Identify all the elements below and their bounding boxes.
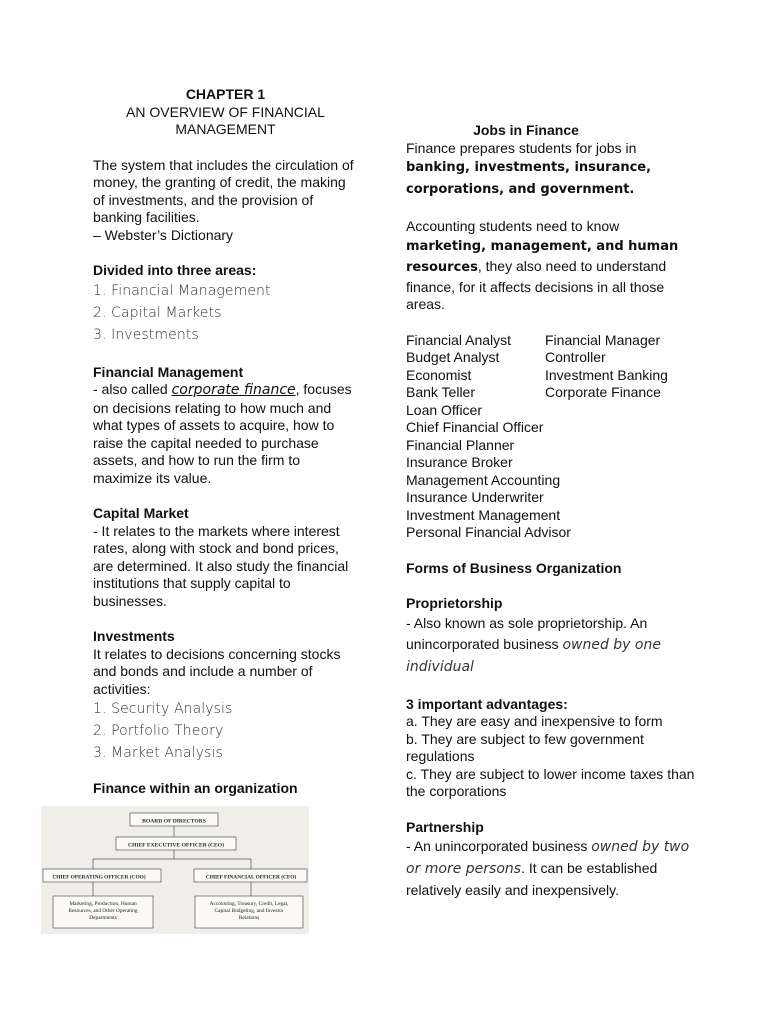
investment-item: 1. Security Analysis	[93, 701, 233, 717]
partnership-heading: Partnership	[406, 818, 484, 835]
job-title: Financial Planner	[406, 436, 515, 453]
advantage-item: a. They are easy and inexpensive to form	[406, 713, 663, 729]
corporate-finance-term: corporate finance	[171, 382, 296, 398]
job-title: Bank Teller	[406, 384, 476, 400]
cfo-label: CHIEF FINANCIAL OFFICER (CFO)	[205, 874, 297, 881]
job-title: Loan Officer	[406, 401, 483, 418]
accounting-rest: , they also need to understand finance, for it affects decisions in all those areas.	[406, 258, 667, 312]
job-title: Controller	[545, 349, 606, 365]
cfo-desc-2: Capital Budgeting, and Investor	[214, 908, 284, 914]
jobs-heading: Jobs in Finance	[473, 122, 579, 138]
job-title: Investment Management	[406, 506, 561, 523]
investment-item: 2. Portfolio Theory	[93, 723, 224, 739]
advantage-item: b. They are subject to few government regulations	[406, 730, 644, 764]
org-heading: Finance within an organization	[93, 780, 298, 796]
partnership-section	[406, 819, 696, 902]
job-title: Financial Analyst	[406, 331, 512, 348]
investments-heading: Investments	[93, 628, 175, 644]
investment-item: 3. Market Analysis	[93, 745, 223, 761]
definition-text: The system that includes the circulation of money, the granting of credit, the making of investments, and the provision of banking facilities.	[93, 156, 354, 225]
coo-desc-3: Departments	[89, 915, 117, 921]
jobs-fields: banking, investments, insurance, corporations, and government.	[406, 160, 652, 197]
areas-heading: Divided into three areas:	[93, 262, 257, 278]
area-item: 3. Investments	[93, 326, 199, 343]
org-chart-diagram	[41, 806, 309, 934]
cfo-desc-1: Accounting, Treasury, Credit, Legal,	[209, 901, 289, 907]
area-item: 1. Financial Management	[93, 282, 271, 299]
job-title: Financial Manager	[545, 331, 661, 348]
capital-market-section	[93, 505, 358, 610]
job-title: Management Accounting	[406, 471, 561, 488]
capital-market-heading: Capital Market	[93, 505, 189, 521]
areas-section	[93, 262, 358, 346]
ceo-label: CHIEF EXECUTIVE OFFICER (CEO)	[128, 842, 224, 849]
advantage-item: c. They are subject to lower income taxes than the corporations	[406, 765, 695, 799]
advantages-section	[406, 696, 696, 801]
job-title: Personal Financial Advisor	[406, 524, 571, 540]
coo-desc-1: Marketing, Production, Human	[69, 901, 137, 907]
coo-label: CHIEF OPERATING OFFICER (COO)	[52, 874, 146, 881]
job-title: Investment Banking	[545, 366, 668, 383]
proprietorship-section	[406, 595, 696, 678]
accounting-paragraph	[406, 218, 696, 314]
job-title: Insurance Underwriter	[406, 489, 544, 505]
chapter-header	[93, 86, 358, 139]
proprietorship-text: - Also known as sole proprietorship. An unincorporated business	[406, 614, 648, 652]
fm-prefix: - also called	[93, 381, 172, 397]
org-chart	[41, 806, 309, 934]
proprietorship-italic: owned by one individual	[406, 636, 661, 675]
board-label: BOARD OF DIRECTORS	[142, 818, 206, 825]
cfo-desc-3: Relations	[238, 915, 260, 921]
chapter-number: CHAPTER 1	[185, 86, 266, 102]
partnership-rest: . It can be established relatively easily and inexpensively.	[406, 860, 658, 898]
capital-market-text: - It relates to the markets where interest rates, along with stock and bond prices, are determined. It also study the financial institutions that supply capital to businesses.	[93, 522, 349, 609]
jobs-intro: Finance prepares students for jobs in	[406, 139, 637, 156]
proprietorship-heading: Proprietorship	[406, 595, 503, 611]
right-column	[406, 122, 696, 901]
jobs-grid	[406, 332, 696, 402]
forms-heading: Forms of Business Organization	[406, 559, 622, 576]
financial-management-text	[93, 381, 358, 487]
coo-desc-2: Resources, and Other Operating	[68, 908, 138, 914]
job-title: Budget Analyst	[406, 349, 500, 365]
job-title: Economist	[406, 366, 472, 383]
partnership-text: - An unincorporated business	[406, 838, 592, 854]
job-title: Corporate Finance	[545, 384, 661, 400]
area-item: 2. Capital Markets	[93, 304, 222, 321]
financial-management-section	[93, 364, 358, 488]
investments-section	[93, 628, 358, 764]
jobs-single-list	[406, 402, 696, 542]
fm-rest: , focuses on decisions relating to how much and what types of assets to acquire, how to raise the capital needed to purchase assets, and how to run the firm to maximize its value.	[93, 381, 352, 486]
partnership-italic: owned by two or more persons	[406, 839, 690, 877]
job-title: Chief Financial Officer	[406, 419, 544, 435]
definition-paragraph	[93, 157, 358, 245]
accounting-intro: Accounting students need to know	[406, 218, 620, 234]
investments-text: It relates to decisions concerning stocks and bonds and include a number of activities:	[93, 645, 341, 697]
advantages-heading: 3 important advantages:	[406, 695, 568, 712]
financial-management-heading: Financial Management	[93, 363, 244, 380]
chapter-title-line-1: AN OVERVIEW OF FINANCIAL	[126, 103, 325, 120]
chapter-title-line-2: MANAGEMENT	[175, 121, 276, 137]
left-column	[93, 86, 358, 798]
accounting-fields: marketing, management, and human resources	[406, 238, 679, 275]
definition-source: – Webster’s Dictionary	[93, 226, 234, 243]
job-title: Insurance Broker	[406, 454, 513, 470]
